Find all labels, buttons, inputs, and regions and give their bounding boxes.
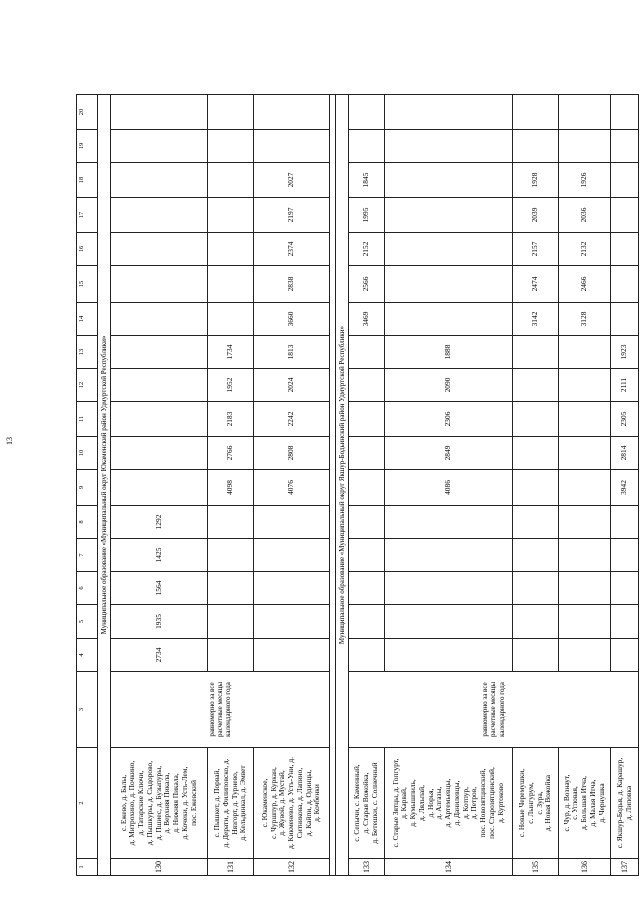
settlements-cell [559,748,611,859]
value-cell [611,130,639,163]
table-row [559,95,611,876]
table-row [611,95,639,876]
value-cell [559,130,611,163]
value-cell: 2849 [385,437,513,470]
value-cell [611,572,639,605]
table-row [349,95,385,876]
value-cell [111,437,208,470]
settlement-line: д. Малая Итча, [587,779,597,827]
value-cell [611,233,639,266]
value-cell [208,198,254,233]
value-cell: 4086 [385,470,513,506]
value-cell [559,95,611,130]
section-row [98,95,111,876]
value-cell [513,639,559,672]
value-cell: 3660 [254,303,330,336]
value-cell [208,303,254,336]
header-cell: 13 [77,336,98,369]
settlement-line: д. Жувой, д. Мустай, [277,770,287,836]
settlement-line: д. Кикменево, д. Усть-Уни, д. [286,757,296,849]
header-cell: 16 [77,233,98,266]
value-cell [349,437,385,470]
value-cell [254,539,330,572]
value-cell [111,233,208,266]
value-cell [111,163,208,198]
value-cell: 2466 [559,266,611,303]
value-cell [513,539,559,572]
settlement-line: с. Чур, д. Вознаут, [561,774,571,832]
value-cell: 2090 [385,369,513,402]
value-cell [208,95,254,130]
settlement-line: с. Новые Черемушки, [517,768,527,838]
table-row [513,95,559,876]
settlement-line: пос. Ежевский [188,780,198,826]
settlement-line: д. Татарские Ключи, [136,770,146,836]
value-cell: 1995 [349,198,385,233]
value-cell: 3469 [349,303,385,336]
header-cell: 9 [77,470,98,506]
value-cell [559,639,611,672]
value-cell: 1935 [111,605,208,639]
value-cell [559,539,611,572]
settlement-line: д. Бетешки, с. Солнечный [369,762,379,844]
value-cell [111,369,208,402]
value-cell: 2111 [611,369,639,402]
value-cell: 2197 [254,198,330,233]
header-cell: 11 [77,402,98,437]
settlement-line: с. Лынгурум, [525,782,535,824]
header-cell: 15 [77,266,98,303]
settlement-line: д. Алгазы, [434,786,444,820]
value-cell: 2306 [385,402,513,437]
header-cell: 19 [77,130,98,163]
value-cell [559,470,611,506]
settlement-line: д. Кельдинкал, д. Эмвет [238,765,248,841]
value-cell: 1292 [111,506,208,539]
value-cell [111,303,208,336]
settlement-line: д. Верхняя Пикала, [162,772,172,834]
table-row [111,95,208,876]
value-cell [254,639,330,672]
value-cell: 1845 [349,163,385,198]
settlement-line: с. Угловая, [570,786,580,820]
row-number: 136 [559,859,611,876]
value-cell [208,266,254,303]
value-cell: 2766 [208,437,254,470]
header-cell: 1 [77,859,98,876]
settlement-line: с. Ежево, д. Балы, [118,774,128,832]
settlements-cell [208,748,254,859]
value-cell: 1734 [208,336,254,369]
page-number: 13 [5,437,14,445]
value-cell [559,336,611,369]
settlement-line: д. Куртоково [495,783,505,823]
header-cell: 14 [77,303,98,336]
row-number: 133 [349,859,385,876]
header-cell: 4 [77,639,98,672]
value-cell [254,605,330,639]
value-cell: 2814 [611,437,639,470]
value-cell: 2024 [254,369,330,402]
value-cell: 2036 [559,198,611,233]
header-cell: 17 [77,198,98,233]
settlement-line: д. Данилевцы, [451,780,461,826]
settlement-line: д. Пышкуры, д. Сыдорово, [144,760,154,846]
value-cell [611,95,639,130]
value-cell [611,266,639,303]
header-cell: 6 [77,572,98,605]
value-cell [208,163,254,198]
row-number: 137 [611,859,639,876]
settlements-cell [385,748,513,859]
row-number: 132 [254,859,330,876]
value-cell [349,470,385,506]
value-cell [513,572,559,605]
value-cell [349,539,385,572]
value-cell: 1813 [254,336,330,369]
value-cell [349,639,385,672]
settlement-line: пос. Старозятцинский, [486,767,496,839]
value-cell [208,639,254,672]
value-cell [559,605,611,639]
value-cell [611,605,639,639]
value-cell [208,572,254,605]
value-cell: 2152 [349,233,385,266]
value-cell [385,130,513,163]
value-cell [611,163,639,198]
value-cell [349,572,385,605]
value-cell [349,95,385,130]
settlement-line: с. Чуршпур, д. Куркан, [268,767,278,839]
value-cell [385,572,513,605]
value-cell [111,470,208,506]
value-cell [559,369,611,402]
header-cell: 18 [77,163,98,198]
value-cell [559,437,611,470]
value-cell: 3142 [513,303,559,336]
header-row [77,95,98,876]
value-cell [611,639,639,672]
value-cell [513,470,559,506]
value-cell: 4076 [254,470,330,506]
value-cell [385,163,513,198]
value-cell [349,130,385,163]
settlement-line: Нязгорт, д. Турнево, [229,771,239,835]
value-cell: 2157 [513,233,559,266]
settlement-line: д. Карвай, [399,787,409,819]
settlement-line: с. Юкаменское, [259,778,269,828]
header-cell: 20 [77,95,98,130]
header-cell: 5 [77,605,98,639]
value-cell: 1923 [611,336,639,369]
settlement-line: д. Кумышпиль, [408,779,418,827]
value-cell [513,369,559,402]
table-row [254,95,330,876]
value-cell: 1926 [559,163,611,198]
value-cell [254,572,330,605]
section-title-yukamensky: Муниципальное образование «Муниципальный округ Юкаменский район Удмуртской Республики» [98,95,111,876]
settlement-line: д. Дерати, д. Филиповско, д. [220,758,230,848]
value-cell [611,303,639,336]
header-cell: 3 [77,672,98,748]
distribution-note: равномерно за все расчетные месяцы календарного года [111,672,330,748]
row-number: 135 [513,859,559,876]
value-cell [208,506,254,539]
value-cell [111,95,208,130]
value-cell [513,95,559,130]
value-cell [385,266,513,303]
value-cell [513,437,559,470]
value-cell [513,506,559,539]
distribution-note: равномерно за все расчетные месяцы календарного года [349,672,639,748]
value-cell: 3942 [611,470,639,506]
tariff-table [76,94,639,876]
header-cell: 2 [77,748,98,859]
value-cell: 1425 [111,539,208,572]
settlement-line: д. Петров, [469,786,479,820]
header-cell: 8 [77,506,98,539]
settlement-line: пос. Новозятцинский, [478,768,488,838]
section-row [336,95,349,876]
value-cell: 1952 [208,369,254,402]
value-cell [611,506,639,539]
settlement-line: д. Артемьевцы, [443,778,453,828]
value-cell [513,402,559,437]
settlement-line: д. Норья, [425,788,435,818]
value-cell [349,402,385,437]
value-cell: 4098 [208,470,254,506]
value-cell: 2242 [254,402,330,437]
value-cell: 1928 [513,163,559,198]
row-number: 130 [111,859,208,876]
value-cell [208,233,254,266]
settlement-line: д. Митрохино, д. Почкино, [127,760,137,846]
settlement-line: д. Старая Вожойка, [361,772,371,834]
settlement-line: д. Чернушка [596,783,606,823]
value-cell: 1564 [111,572,208,605]
settlements-cell [611,748,639,859]
value-cell [208,605,254,639]
settlement-line: с. Сепычи, с. Каменный, [352,764,362,842]
value-cell [559,506,611,539]
value-cell [385,303,513,336]
value-cell: 2305 [611,402,639,437]
settlement-line: Ситникова, д. Лапино, [294,767,304,839]
header-cell: 10 [77,437,98,470]
value-cell: 2566 [349,266,385,303]
settlement-line: д. Ляльпай, [416,785,426,821]
value-cell [111,198,208,233]
value-cell [385,95,513,130]
settlement-line: д. Новая Вожойка [543,774,553,832]
value-cell: 2734 [111,639,208,672]
value-cell [254,506,330,539]
settlements-cell [254,748,330,859]
value-cell [513,605,559,639]
row-number: 131 [208,859,254,876]
value-cell [111,130,208,163]
section-title-yarsky: Муниципальное образование «Муниципальный округ Якшур-Бодьинский район Удмуртской Республики» [336,95,349,876]
value-cell [111,336,208,369]
value-cell [513,336,559,369]
settlements-cell [111,748,208,859]
value-cell [385,605,513,639]
value-cell [349,605,385,639]
value-cell [559,402,611,437]
settlement-line: д. Липовка [623,785,633,821]
header-cell: 12 [77,369,98,402]
settlements-cell [349,748,385,859]
settlement-line: д. Большая Итча, [579,776,589,830]
value-cell [385,639,513,672]
value-cell: 2374 [254,233,330,266]
settlement-line: д. Пшиес, д. Бузыпуры, [153,765,163,841]
settlement-line: д. Кайпи, д. Одинцы, [303,769,313,837]
value-cell [208,130,254,163]
settlement-line: с. Старые Зятцы, д. Гопгурт, [390,758,400,848]
value-cell: 2027 [254,163,330,198]
value-cell [385,506,513,539]
value-cell [111,402,208,437]
value-cell [349,369,385,402]
value-cell: 3128 [559,303,611,336]
value-cell: 2183 [208,402,254,437]
value-cell: 1888 [385,336,513,369]
row-number: 134 [385,859,513,876]
value-cell [254,130,330,163]
value-cell [349,336,385,369]
settlement-line: с. Пышкет, д. Порвай, [212,768,222,838]
value-cell [385,233,513,266]
value-cell [111,266,208,303]
value-cell: 2838 [254,266,330,303]
value-cell [559,572,611,605]
settlements-cell [513,748,559,859]
value-cell [349,506,385,539]
value-cell [385,198,513,233]
settlement-line: д. Нижняя Пикала, [171,773,181,833]
settlement-line: с. Якшур-Бодья, д. Карашур, [614,757,624,849]
value-cell [208,539,254,572]
value-cell [513,130,559,163]
value-cell: 2808 [254,437,330,470]
table-row [385,95,513,876]
header-cell: 7 [77,539,98,572]
settlement-line: с. Зура, [534,791,544,815]
settlement-line: д. Кочбенки [312,784,322,822]
value-cell: 2474 [513,266,559,303]
settlement-line: д. Кочеки, д. Усть-Лем, [179,766,189,840]
value-cell [611,198,639,233]
value-cell [254,95,330,130]
value-cell: 2132 [559,233,611,266]
value-cell [611,539,639,572]
settlement-line: д. Котпур, [460,786,470,820]
value-cell [385,539,513,572]
value-cell: 2039 [513,198,559,233]
table-row [208,95,254,876]
